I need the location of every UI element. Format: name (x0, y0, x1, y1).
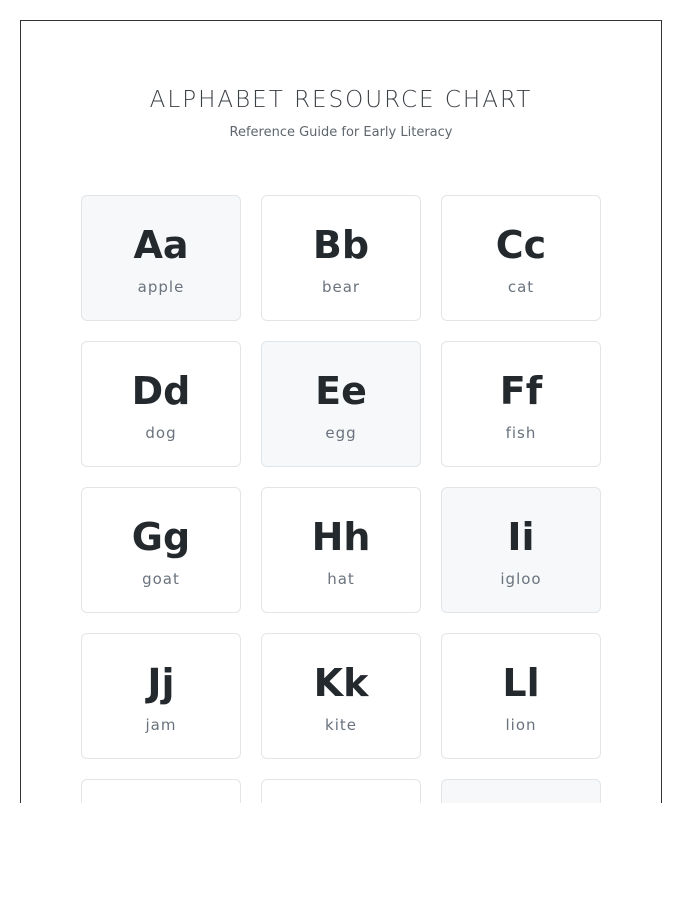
letter-card (441, 195, 601, 321)
letter-card (81, 195, 241, 321)
letter-card (81, 633, 241, 759)
page-title: ALPHABET RESOURCE CHART (149, 87, 533, 113)
letter-glyph: Dd (131, 369, 191, 413)
letter-glyph: Ff (499, 369, 543, 413)
letter-glyph: Gg (131, 515, 191, 559)
letter-glyph: Kk (313, 661, 369, 705)
example-word: jam (145, 716, 177, 734)
chart-page (20, 20, 662, 803)
letter-glyph: Bb (312, 223, 370, 267)
letter-card (441, 341, 601, 467)
page-subtitle: Reference Guide for Early Literacy (229, 125, 453, 140)
letter-card (81, 487, 241, 613)
letter-glyph: Ee (315, 369, 367, 413)
alphabet-grid (81, 195, 601, 803)
letter-card (81, 341, 241, 467)
letter-card (81, 779, 241, 803)
example-word: fish (505, 424, 537, 442)
example-word: cat (507, 278, 535, 296)
example-word: dog (145, 424, 177, 442)
example-word: lion (505, 716, 537, 734)
letter-card (441, 779, 601, 803)
letter-card (441, 487, 601, 613)
letter-glyph: Hh (311, 515, 371, 559)
letter-glyph: Ii (507, 515, 535, 559)
letter-card (261, 779, 421, 803)
letter-card (441, 633, 601, 759)
example-word: kite (325, 716, 357, 734)
letter-card (261, 633, 421, 759)
letter-glyph: Cc (495, 223, 547, 267)
example-word: apple (137, 278, 185, 296)
example-word: hat (327, 570, 355, 588)
letter-glyph: Aa (133, 223, 189, 267)
letter-card (261, 341, 421, 467)
example-word: egg (325, 424, 357, 442)
letter-glyph: Jj (147, 661, 175, 705)
example-word: igloo (500, 570, 542, 588)
letter-card (261, 487, 421, 613)
letter-glyph: Ll (502, 661, 540, 705)
example-word: goat (142, 570, 180, 588)
example-word: bear (321, 278, 361, 296)
letter-card (261, 195, 421, 321)
